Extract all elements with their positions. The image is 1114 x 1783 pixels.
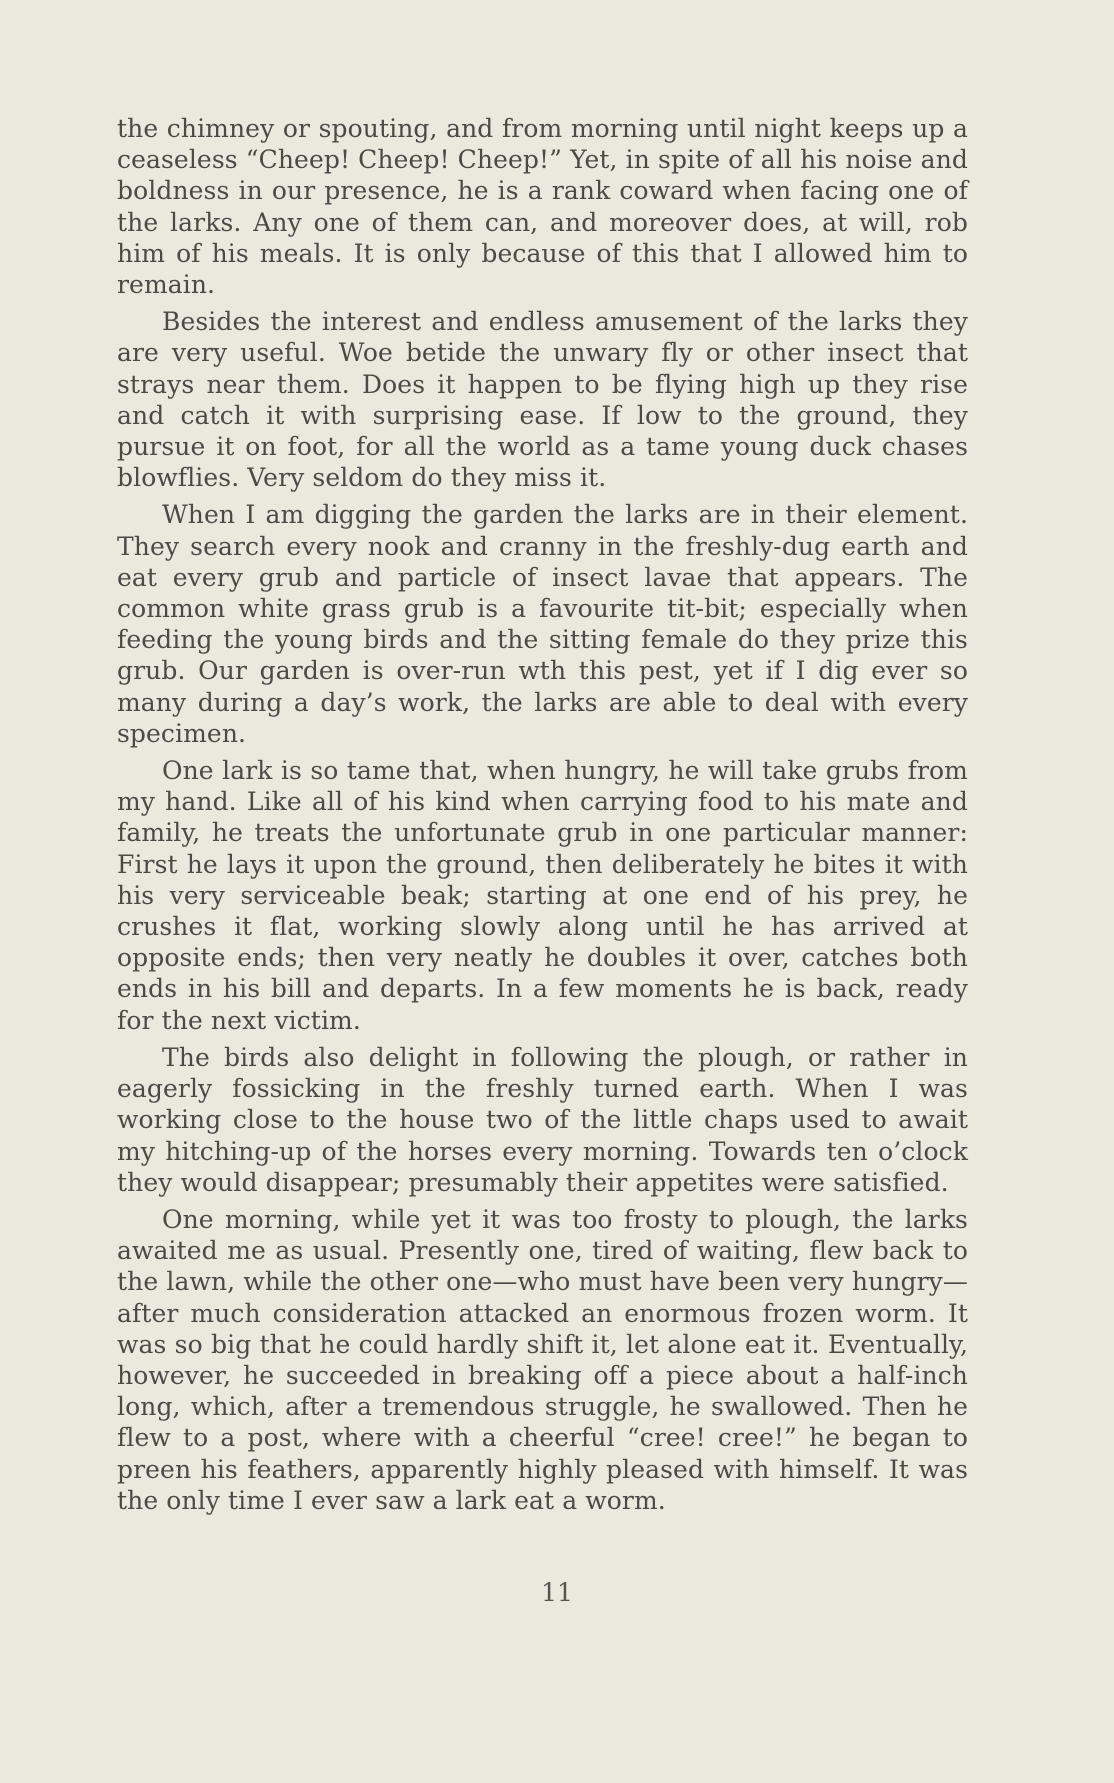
paragraph-1: the chimney or spouting, and from morning until night keeps up a ceaseless “Cheep! Cheep! Cheep!” Yet, in spite of all his noise and boldness in our presence, he is a rank coward when facing one of the larks. Any one of them can, and moreover does, at will, rob him of his meals. It is only because of this that I allowed him to remain. <box>117 114 968 300</box>
paragraph-3: When I am digging the garden the larks are in their element. They search every nook and cranny in the freshly-dug earth and eat every grub and particle of insect lavae that appears. The common white grass grub is a favourite tit-bit; especially when feeding the young birds and the sitting female do they prize this grub. Our garden is over-run wth this pest, yet if I dig ever so many during a day’s work, the larks are able to deal with every specimen. <box>117 500 968 748</box>
page-number: 11 <box>541 1578 573 1607</box>
paragraph-6: One morning, while yet it was too frosty to plough, the larks awaited me as usual. Presently one, tired of waiting, flew back to the lawn, while the other one—who must have been very hungry—after much consideration attacked an enormous frozen worm. It was so big that he could hardly shift it, let alone eat it. Eventually, however, he succeeded in breaking off a piece about a half-inch long, which, after a tremendous struggle, he swallowed. Then he flew to a post, where with a cheerful “cree! cree!” he began to preen his feathers, apparently highly pleased with himself. It was the only time I ever saw a lark eat a worm. <box>117 1204 968 1515</box>
body-text <box>117 113 968 1522</box>
paragraph-2: Besides the interest and endless amusement of the larks they are very useful. Woe betide the unwary fly or other insect that strays near them. Does it happen to be flying high up they rise and catch it with surprising ease. If low to the ground, they pursue it on foot, for all the world as a tame young duck chases blowflies. Very seldom do they miss it. <box>117 307 968 493</box>
paragraph-4: One lark is so tame that, when hungry, he will take grubs from my hand. Like all of his kind when carrying food to his mate and family, he treats the unfortunate grub in one particular manner: First he lays it upon the ground, then deliberately he bites it with his very serviceable beak; starting at one end of his prey, he crushes it flat, working slowly along until he has arrived at opposite ends; then very neatly he doubles it over, catches both ends in his bill and departs. In a few moments he is back, ready for the next victim. <box>117 756 968 1035</box>
paragraph-5: The birds also delight in following the plough, or rather in eagerly fossicking in the freshly turned earth. When I was working close to the house two of the little chaps used to await my hitching-up of the horses every morning. Towards ten o’clock they would disappear; presumably their appetites were satisfied. <box>117 1042 968 1197</box>
